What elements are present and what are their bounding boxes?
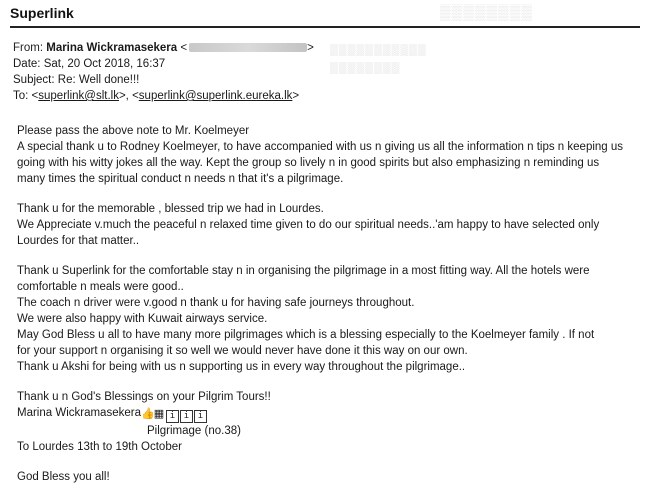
body-line: Lourdes for that matter.. xyxy=(17,235,140,247)
header-divider xyxy=(10,26,640,28)
body-line: A special thank u to Rodney Koelmeyer, to have accompanied with us n giving us all the information n tips n keeping us xyxy=(17,141,624,153)
bleed-through-text: ▒▒▒▒▒▒▒▒ xyxy=(330,62,401,74)
email-headers xyxy=(13,40,314,104)
to-label: To: xyxy=(13,90,29,102)
subject-line xyxy=(13,72,314,88)
from-line xyxy=(13,40,314,56)
date-value: Sat, 20 Oct 2018, 16:37 xyxy=(43,58,166,70)
body-line: many times the spiritual conduct n needs n that it's a pilgrimage. xyxy=(17,173,344,185)
grid-icon: ▦ xyxy=(153,408,165,420)
body-line: We Appreciate v.much the peaceful n relaxed time given to do our spiritual needs..'am happy to have selected only xyxy=(17,219,600,231)
email-body xyxy=(17,123,637,485)
body-line: We were also happy with Kuwait airways service. xyxy=(17,313,268,325)
date-label: Date: xyxy=(13,58,41,70)
recipient-link-1[interactable]: superlink@slt.lk xyxy=(38,90,119,102)
closing-line: Thank u n God's Blessings on your Pilgrim Tours!! xyxy=(17,391,271,403)
info-box-icon: i xyxy=(180,410,193,423)
bleed-through-text: ▒▒▒▒▒▒▒▒▒▒▒ xyxy=(330,44,427,56)
to-line: To: <superlink@slt.lk>, <superlink@superlink.eureka.lk> xyxy=(13,90,300,102)
date-line xyxy=(13,56,314,72)
body-line: May God Bless u all to have many more pilgrimages which is a blessing especially to the Koelmeyer family . If not xyxy=(17,329,595,341)
bleed-through-text: ▒▒▒▒▒▒▒▒ xyxy=(440,4,534,21)
signature-name: Marina Wickramasekera xyxy=(17,407,141,419)
body-line: Thank u Superlink for the comfortable stay n in organising the pilgrimage in a most fitting way. All the hotels were xyxy=(17,265,590,277)
subject-value: Re: Well done!!! xyxy=(57,74,140,86)
from-label: From: xyxy=(13,42,44,54)
body-line: going with his witty jokes all the way. Kept the group so lively n in good spirits but also emphasizing n reminding us xyxy=(17,157,600,169)
brand-title: Superlink xyxy=(10,5,74,21)
subject-label: Subject: xyxy=(13,74,55,86)
body-line: Please pass the above note to Mr. Koelmeyer xyxy=(17,125,250,137)
info-box-icon: i xyxy=(166,410,179,423)
sender-email-redacted: < > xyxy=(180,42,314,54)
info-box-icon: i xyxy=(194,410,207,423)
paragraph-3 xyxy=(17,263,637,375)
tour-dates: To Lourdes 13th to 19th October xyxy=(17,441,182,453)
body-line: for your support n organising it so well we would never have done it this way on our own. xyxy=(17,345,468,357)
sender-name: Marina Wickramasekera xyxy=(46,42,178,54)
paragraph-1 xyxy=(17,123,637,187)
pilgrimage-number: Pilgrimage (no.38) xyxy=(147,425,241,437)
recipient-link-2[interactable]: superlink@superlink.eureka.lk xyxy=(138,90,293,102)
body-line: Thank u for the memorable , blessed trip we had in Lourdes. xyxy=(17,203,324,215)
body-line: comfortable n meals were good.. xyxy=(17,281,184,293)
thumbs-up-icon: 👍 xyxy=(140,408,155,420)
body-line: Thank u Akshi for being with us n supporting us in every way throughout the pilgrimage.. xyxy=(17,361,466,373)
paragraph-2 xyxy=(17,201,637,249)
body-line: The coach n driver were v.good n thank u for having safe journeys throughout. xyxy=(17,297,415,309)
farewell-line: God Bless you all! xyxy=(17,471,110,483)
signature-line xyxy=(17,405,637,423)
